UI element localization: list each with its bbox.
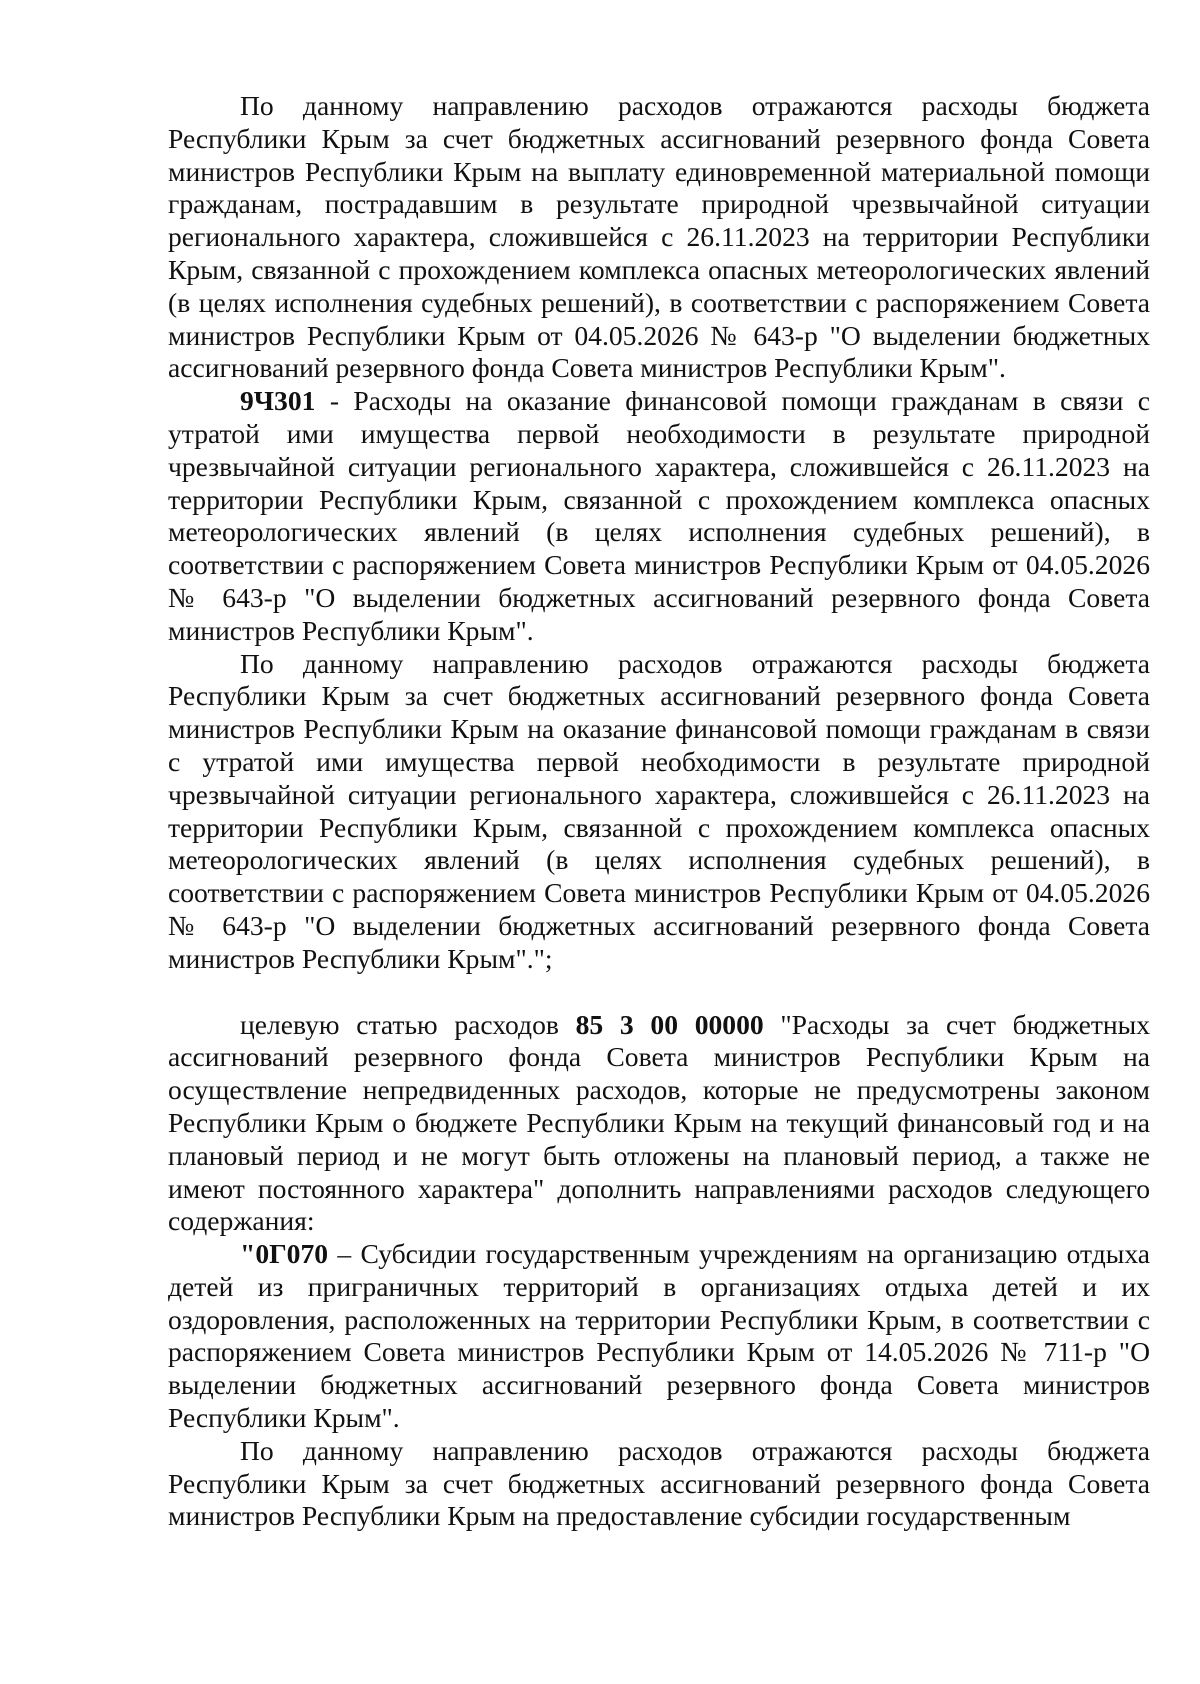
expense-code-0g070: "0Г070: [240, 1238, 329, 1270]
target-article-number: 85 3 00 00000: [575, 1008, 764, 1040]
paragraph-4: [168, 1009, 1150, 1239]
paragraph-2-text: - Расходы на оказание финансовой помощи гражданам в связи с утратой ими имущества первой необходимости в результате природной чрезвычайной ситуации регионального характера, сложившейся с 26.11.2023 на территории Республики Крым, связанной с прохождением комплекса опасных метеорологических явлений (в целях исполнения судебных решений), в соответствии с распоряжением Совета министров Республики Крым от 04.05.2026 № 643-р "О выделении бюджетных ассигнований резервного фонда Совета министров Республики Крым".: [168, 385, 1150, 646]
expense-code-9ch301: 9Ч301: [240, 385, 316, 417]
document-body: [168, 90, 1150, 1533]
paragraph-gap: [168, 976, 1150, 1009]
paragraph-2: [168, 385, 1150, 647]
paragraph-4-lead: целевую статью расходов: [240, 1008, 576, 1040]
paragraph-4-text: "Расходы за счет бюджетных ассигнований резервного фонда Совета министров Республики Крым на осуществление непредвиденных расходов, которые не предусмотрены законом Республики Крым о бюджете Республики Крым на текущий финансовый год и на плановый период и не могут быть отложены на плановый период, а также не имеют постоянного характера" дополнить направлениями расходов следующего содержания:: [168, 1008, 1150, 1237]
paragraph-5-text: – Субсидии государственным учреждениям на организацию отдыха детей из приграничных территорий в организациях отдыха детей и их оздоровления, расположенных на территории Республики Крым, в соответствии с распоряжением Совета министров Республики Крым от 14.05.2026 № 711-р "О выделении бюджетных ассигнований резервного фонда Совета министров Республики Крым".: [168, 1238, 1150, 1434]
paragraph-6-text: По данному направлению расходов отражаются расходы бюджета Республики Крым за счет бюджетных ассигнований резервного фонда Совета министров Республики Крым на предоставление субсидии государственным: [168, 1434, 1150, 1532]
paragraph-5: [168, 1238, 1150, 1435]
paragraph-3: [168, 648, 1150, 976]
paragraph-6: [168, 1435, 1150, 1533]
paragraph-3-text: По данному направлению расходов отражаются расходы бюджета Республики Крым за счет бюджетных ассигнований резервного фонда Совета министров Республики Крым на оказание финансовой помощи гражданам в связи с утратой ими имущества первой необходимости в результате природной чрезвычайной ситуации регионального характера, сложившейся с 26.11.2023 на территории Республики Крым, связанной с прохождением комплекса опасных метеорологических явлений (в целях исполнения судебных решений), в соответствии с распоряжением Совета министров Республики Крым от 04.05.2026 № 643-р "О выделении бюджетных ассигнований резервного фонда Совета министров Республики Крым".";: [168, 647, 1150, 974]
paragraph-1-text: По данному направлению расходов отражаются расходы бюджета Республики Крым за счет бюджетных ассигнований резервного фонда Совета министров Республики Крым на выплату единовременной материальной помощи гражданам, пострадавшим в результате природной чрезвычайной ситуации регионального характера, сложившейся с 26.11.2023 на территории Республики Крым, связанной с прохождением комплекса опасных метеорологических явлений (в целях исполнения судебных решений), в соответствии с распоряжением Совета министров Республики Крым от 04.05.2026 № 643-р "О выделении бюджетных ассигнований резервного фонда Совета министров Республики Крым".: [168, 90, 1150, 384]
paragraph-1: [168, 90, 1150, 385]
